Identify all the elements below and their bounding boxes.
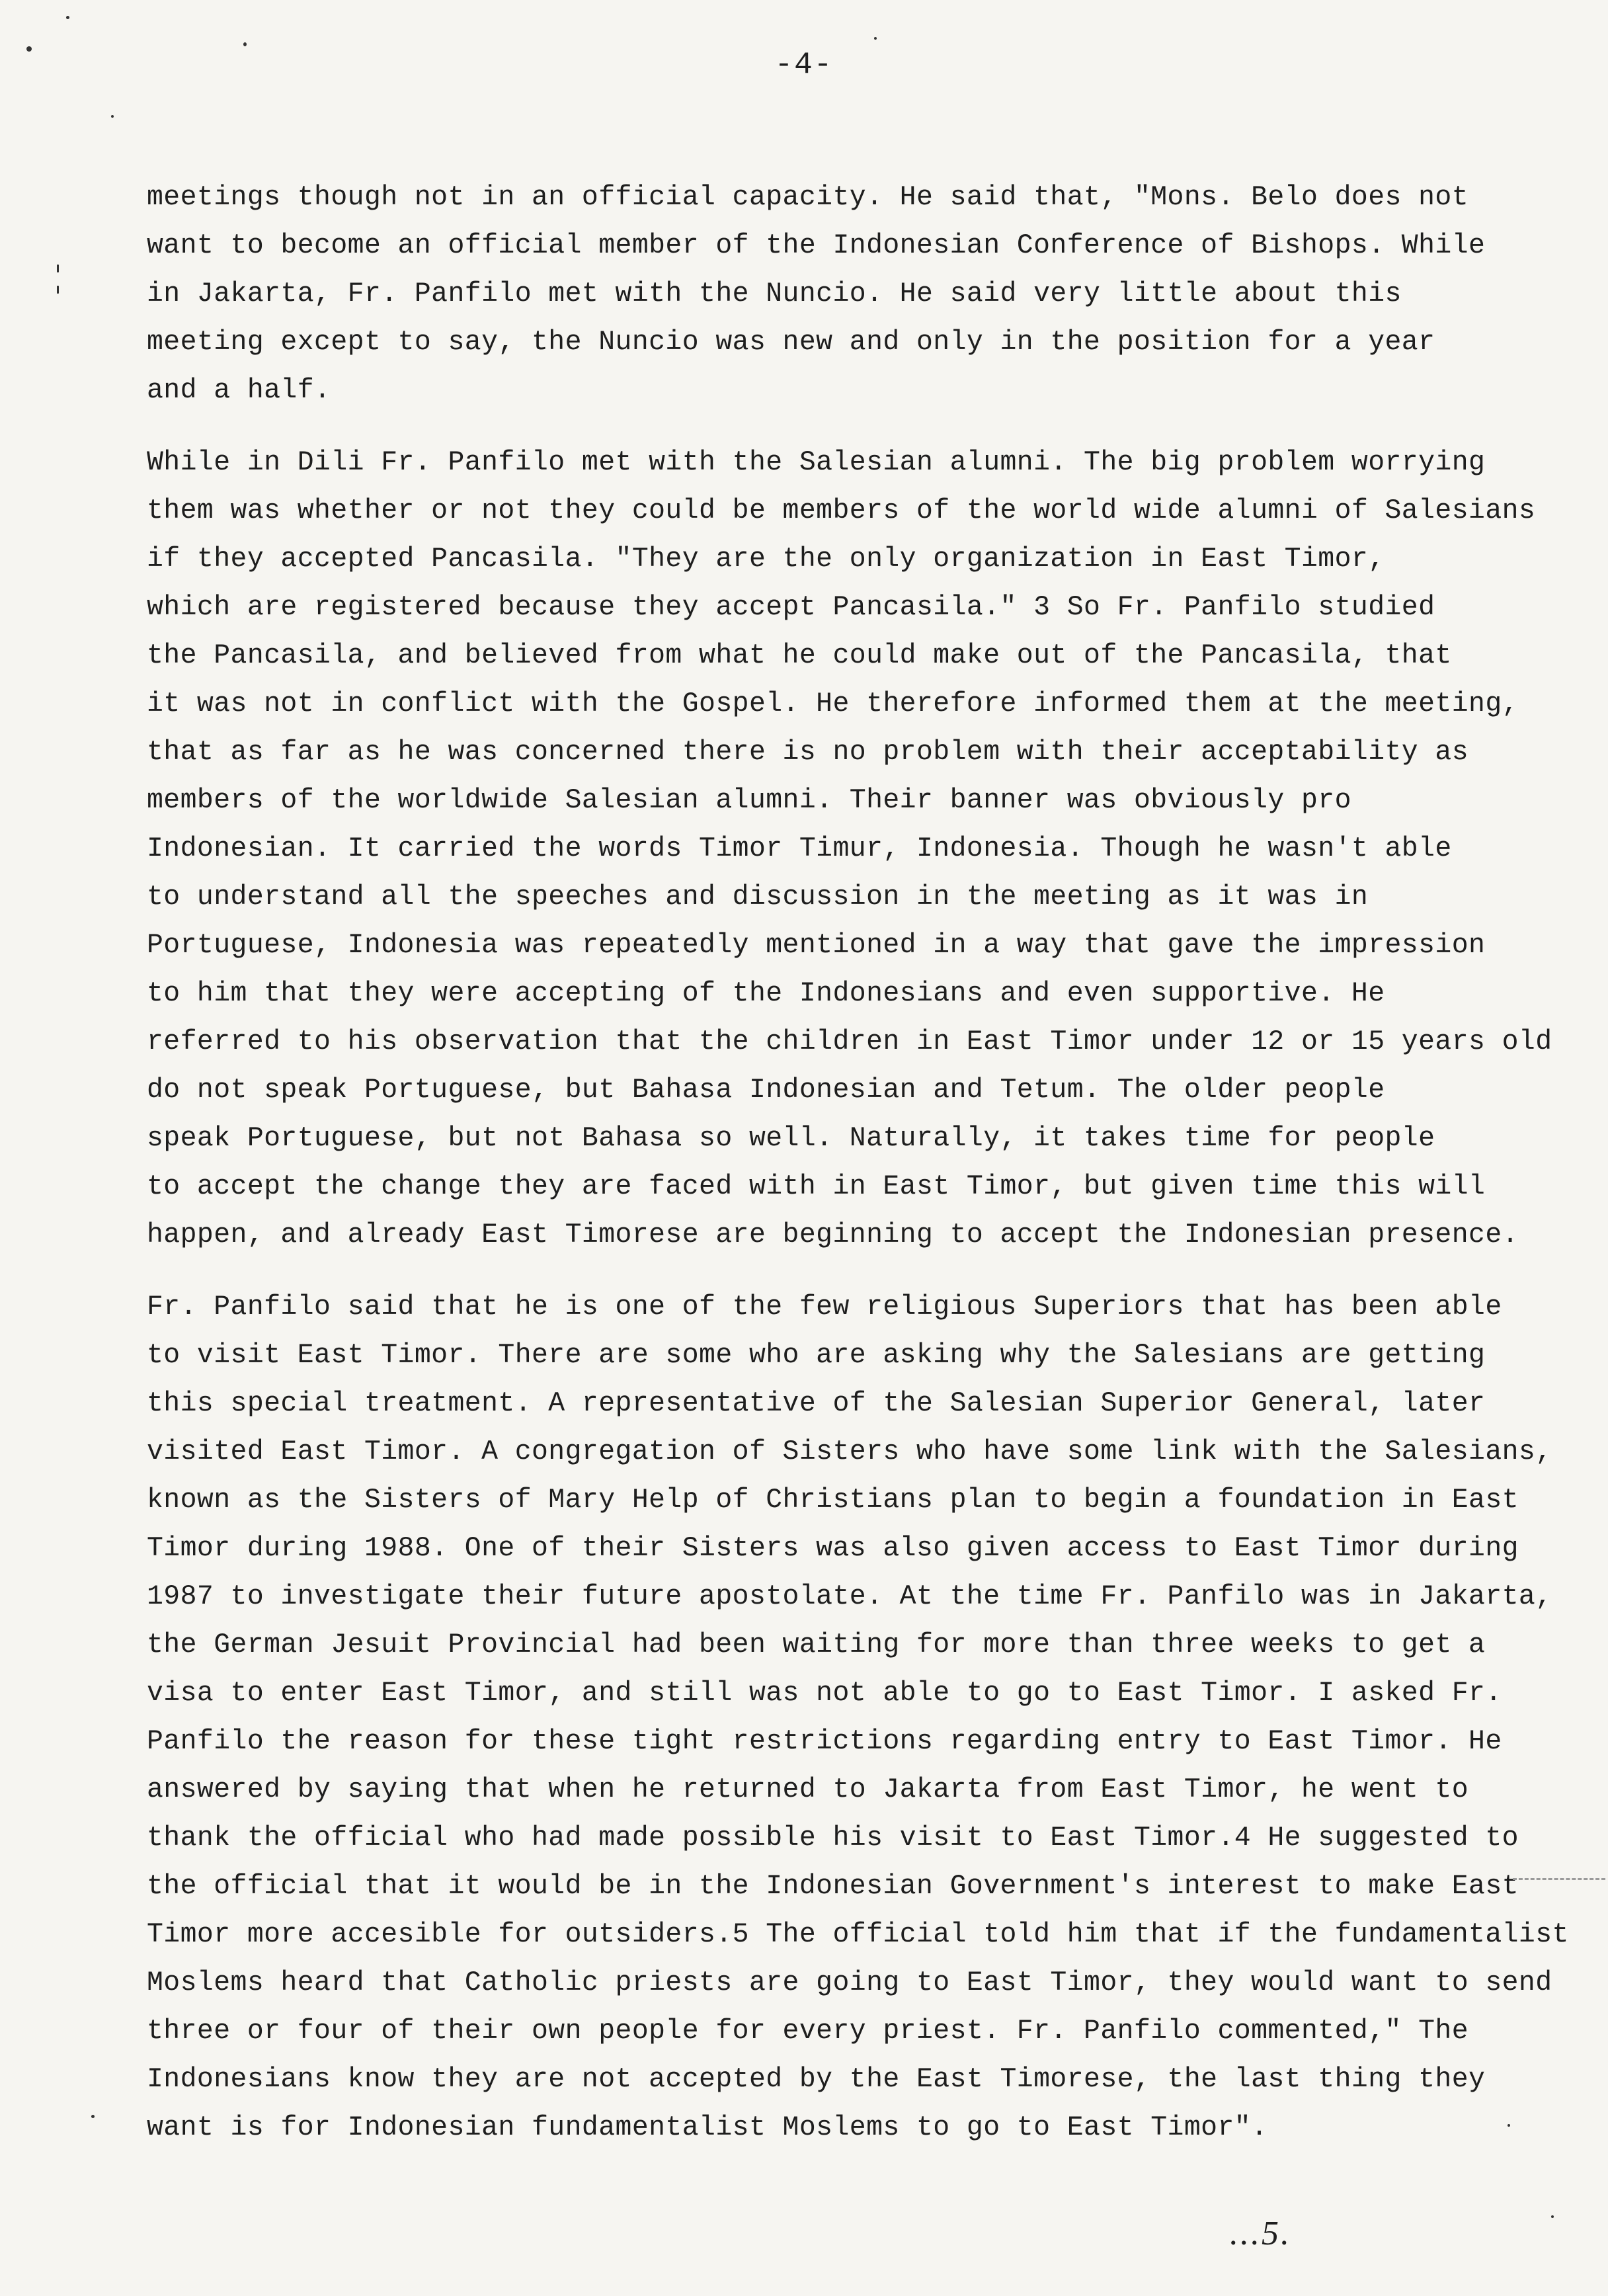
text-line: speak Portuguese, but not Bahasa so well. Naturally, it takes time for people xyxy=(147,1123,1435,1154)
margin-dash-mark xyxy=(1513,1878,1605,1880)
text-line: if they accepted Pancasila. "They are the only organization in East Timor, xyxy=(147,544,1385,575)
text-line: do not speak Portuguese, but Bahasa Indonesian and Tetum. The older people xyxy=(147,1075,1385,1106)
paragraph-1 xyxy=(147,173,1542,415)
text-line: this special treatment. A representative of the Salesian Superior General, later xyxy=(147,1388,1486,1419)
text-line: While in Dili Fr. Panfilo met with the Salesian alumni. The big problem worrying xyxy=(147,447,1486,478)
text-line: visited East Timor. A congregation of Sisters who have some link with the Salesians, xyxy=(147,1436,1552,1467)
continuation-marker: ...5. xyxy=(1230,2215,1291,2252)
scan-speck xyxy=(874,37,877,40)
text-line: the German Jesuit Provincial had been waiting for more than three weeks to get a xyxy=(147,1629,1486,1660)
text-line: referred to his observation that the children in East Timor under 12 or 15 years old xyxy=(147,1026,1552,1057)
scan-speck xyxy=(1551,2215,1554,2218)
text-line: visa to enter East Timor, and still was not able to go to East Timor. I asked Fr. xyxy=(147,1678,1502,1709)
text-line: thank the official who had made possible his visit to East Timor.4 He suggested to xyxy=(147,1823,1519,1854)
scan-speck xyxy=(57,286,59,294)
text-line: that as far as he was concerned there is no problem with their acceptability as xyxy=(147,737,1469,768)
text-line: Fr. Panfilo said that he is one of the few religious Superiors that has been able xyxy=(147,1292,1502,1323)
text-line: meetings though not in an official capacity. He said that, "Mons. Belo does not xyxy=(147,182,1469,213)
text-line: in Jakarta, Fr. Panfilo met with the Nuncio. He said very little about this xyxy=(147,278,1402,309)
text-line: answered by saying that when he returned to Jakarta from East Timor, he went to xyxy=(147,1774,1469,1805)
text-line: Panfilo the reason for these tight restrictions regarding entry to East Timor. He xyxy=(147,1726,1502,1757)
body-text xyxy=(147,173,1569,2176)
text-line: three or four of their own people for every priest. Fr. Panfilo commented," The xyxy=(147,2016,1469,2047)
scan-speck xyxy=(111,115,114,118)
text-line: them was whether or not they could be members of the world wide alumni of Salesians xyxy=(147,495,1536,526)
paragraph-2 xyxy=(147,438,1552,1259)
text-line: to him that they were accepting of the Indonesians and even supportive. He xyxy=(147,978,1385,1009)
scan-speck xyxy=(91,2115,95,2118)
text-line: Timor during 1988. One of their Sisters was also given access to East Timor during xyxy=(147,1533,1519,1564)
text-line: members of the worldwide Salesian alumni. Their banner was obviously pro xyxy=(147,785,1351,816)
text-line: known as the Sisters of Mary Help of Christians plan to begin a foundation in East xyxy=(147,1485,1519,1516)
text-line: and a half. xyxy=(147,375,331,406)
text-line: Indonesians know they are not accepted by the East Timorese, the last thing they xyxy=(147,2064,1486,2095)
text-line: it was not in conflict with the Gospel. He therefore informed them at the meeting, xyxy=(147,688,1519,719)
text-line: want is for Indonesian fundamentalist Moslems to go to East Timor". xyxy=(147,2112,1268,2143)
text-line: which are registered because they accept Pancasila." 3 So Fr. Panfilo studied xyxy=(147,592,1435,623)
text-line: Timor more accesible for outsiders.5 The official told him that if the fundamentalist xyxy=(147,1919,1569,1950)
scan-speck xyxy=(57,265,59,272)
paragraph-3 xyxy=(147,1283,1569,2152)
text-line: want to become an official member of the Indonesian Conference of Bishops. While xyxy=(147,230,1486,261)
scan-speck xyxy=(66,16,69,19)
text-line: Moslems heard that Catholic priests are going to East Timor, they would want to send xyxy=(147,1967,1552,1998)
text-line: to understand all the speeches and discussion in the meeting as it was in xyxy=(147,882,1369,913)
text-line: to accept the change they are faced with in East Timor, but given time this will xyxy=(147,1171,1486,1202)
text-line: happen, and already East Timorese are beginning to accept the Indonesian presence. xyxy=(147,1219,1519,1250)
text-line: 1987 to investigate their future apostolate. At the time Fr. Panfilo was in Jakarta, xyxy=(147,1581,1552,1612)
text-line: meeting except to say, the Nuncio was new and only in the position for a year xyxy=(147,327,1435,358)
text-line: to visit East Timor. There are some who are asking why the Salesians are getting xyxy=(147,1340,1486,1371)
text-line: the Pancasila, and believed from what he could make out of the Pancasila, that xyxy=(147,640,1452,671)
page-number: -4- xyxy=(774,48,834,82)
text-line: Indonesian. It carried the words Timor Timur, Indonesia. Though he wasn't able xyxy=(147,833,1452,864)
text-line: the official that it would be in the Indonesian Government's interest to make East xyxy=(147,1871,1519,1902)
scan-speck xyxy=(243,42,247,46)
text-line: Portuguese, Indonesia was repeatedly mentioned in a way that gave the impression xyxy=(147,930,1486,961)
